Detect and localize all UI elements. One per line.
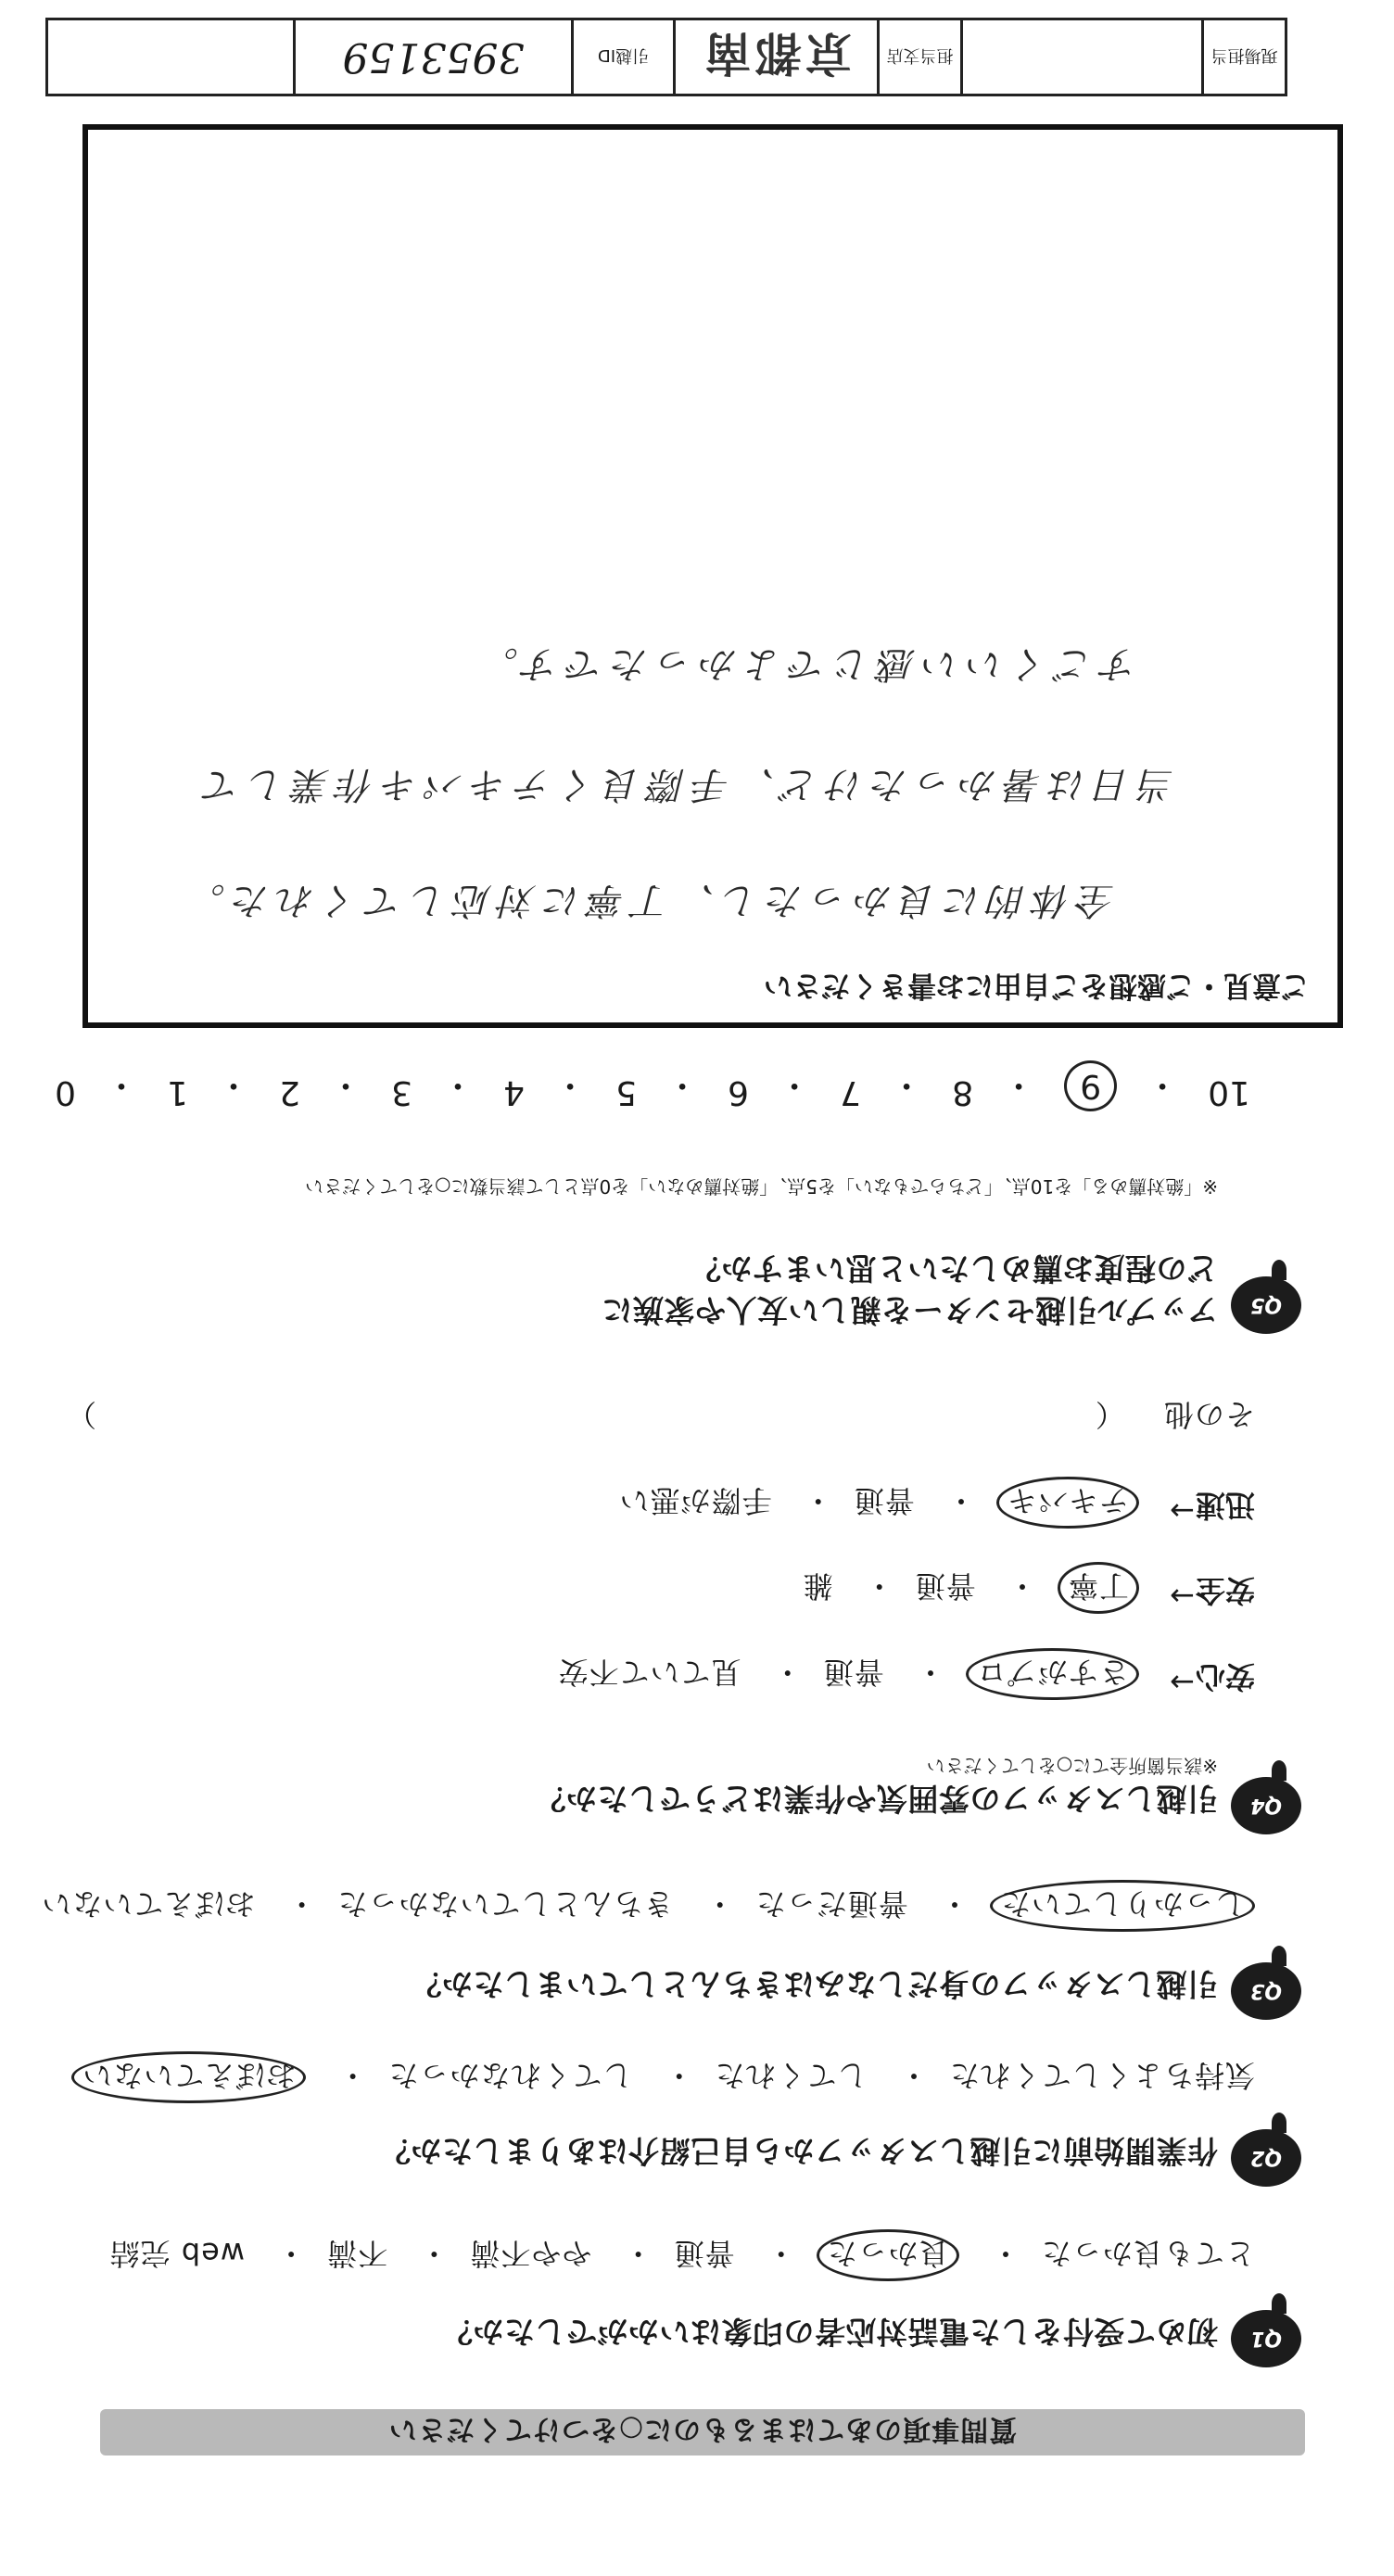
q4-option-professional[interactable]: さすがプロ: [966, 1648, 1139, 1700]
q4-row-options-speed: テキパキ・ 普通・ 手際が悪い: [619, 1477, 1139, 1529]
office-use-table: [45, 18, 1287, 96]
q4-row-label-speed: 迅速: [1195, 1488, 1255, 1523]
branch-stamp-cell: [673, 20, 877, 94]
q3-option-not-neat[interactable]: きちんとしていなかった: [336, 1886, 674, 1922]
id-label-cell: [571, 20, 673, 94]
q2-badge-icon: [1231, 2129, 1301, 2187]
q1-option-somewhat-dissatisfied[interactable]: やや不満: [469, 2236, 592, 2271]
id-table-blank: [48, 20, 293, 94]
q4-option-normal-3[interactable]: 普通: [853, 1483, 915, 1518]
q5-title-line1: アップル引越センターを親しい友人や家族に: [601, 1292, 1218, 1328]
q4-note: ※該当箇所全てに○をしてください: [926, 1755, 1218, 1777]
q4-title: 引越しスタッフの雰囲気や作業はどうでしたか？: [535, 1781, 1218, 1817]
q5-score-scale: 10 ・ 9 ・ 8 ・ 7 ・ 6 ・ 5 ・ 4 ・ 3 ・ 2 ・ 1 ・ 0: [55, 1060, 1250, 1111]
q4-badge-icon: [1231, 1777, 1301, 1834]
q4-option-normal-1[interactable]: 普通: [822, 1655, 884, 1690]
q1-badge-label: Q1: [1250, 2327, 1283, 2351]
score-7[interactable]: 7: [840, 1073, 862, 1111]
q4-row-options-reassurance: さすがプロ・ 普通・ 見ていて不安: [558, 1648, 1139, 1700]
q4-option-brisk[interactable]: テキパキ: [996, 1477, 1139, 1529]
q4-row-label-safety: 安全: [1195, 1573, 1255, 1608]
q3-badge-icon: [1231, 1962, 1301, 2020]
staff-value-cell[interactable]: [960, 20, 1201, 94]
comment-line-2: 当日は暑かったけど、手際良くテキパキ作業して: [196, 763, 1175, 806]
comment-line-1: 全体的に良かったし、丁寧に対応してくれた。: [181, 879, 1115, 921]
q2-options: 気持ちよくしてくれた・ してくれた・ してくれなかった・ おぼえていない: [71, 2051, 1255, 2103]
comment-line-3: すごくいい感じでよかったです。: [474, 642, 1138, 685]
instructions-text: 質問事項のあてはまるものに○をつけてください: [387, 2413, 1018, 2445]
q1-option-dissatisfied[interactable]: 不満: [326, 2236, 388, 2271]
score-6[interactable]: 6: [728, 1073, 750, 1111]
score-0[interactable]: 0: [55, 1073, 76, 1111]
q3-option-neat[interactable]: しっかりしていた: [990, 1880, 1255, 1932]
score-3[interactable]: 3: [391, 1073, 412, 1111]
q1-option-good[interactable]: 良かった: [817, 2229, 959, 2281]
q3-option-normal[interactable]: 普通だった: [754, 1886, 908, 1922]
q4-other-field[interactable]: [1095, 1395, 1255, 1438]
staff-label: 現場担当: [1210, 45, 1278, 66]
q4-option-normal-2[interactable]: 普通: [914, 1568, 976, 1604]
q2-option-did[interactable]: してくれた: [714, 2058, 868, 2093]
arrow-right-icon: →: [1170, 1493, 1195, 1529]
comments-box[interactable]: [82, 124, 1343, 1028]
q4-other-label: その他: [1162, 1397, 1255, 1432]
q5-note: ※「絶対薦める」を10点、「どちらでもない」を5点、「絶対薦めない」を0点として該当数に○をしてください: [305, 1175, 1218, 1198]
id-value: 3953159: [342, 33, 525, 81]
comments-title: ご意見・ご感想をご自由にお書きください: [764, 969, 1310, 1002]
q5-badge-label: Q5: [1250, 1293, 1283, 1317]
branch-label-cell: [877, 20, 960, 94]
score-10[interactable]: 10: [1208, 1073, 1250, 1111]
q3-options: しっかりしていた・ 普通だった・ きちんとしていなかった・ おぼえていない: [41, 1880, 1255, 1932]
score-9[interactable]: 9: [1064, 1060, 1117, 1111]
q4-row-label-reassurance: 安心: [1195, 1659, 1255, 1694]
q3-badge-label: Q3: [1250, 1979, 1283, 2003]
q4-other-close: ）: [65, 1397, 96, 1432]
q1-badge-icon: [1231, 2310, 1301, 2367]
q4-row-options-safety: 丁寧・ 普通・ 雑: [803, 1562, 1139, 1614]
q1-option-very-good[interactable]: とても良かった: [1040, 2236, 1255, 2271]
q2-option-did-not[interactable]: してくれなかった: [387, 2058, 633, 2093]
q3-option-dont-remember[interactable]: おぼえていない: [41, 1886, 256, 1922]
q4-option-rough[interactable]: 雑: [802, 1568, 833, 1604]
q4-badge-label: Q4: [1250, 1794, 1283, 1818]
id-value-cell: [293, 20, 571, 94]
q2-title: 作業開始前に引越しスタッフから自己紹介はありましたか？: [379, 2133, 1218, 2169]
score-8[interactable]: 8: [952, 1073, 974, 1111]
branch-label: 担当支店: [886, 45, 954, 66]
score-4[interactable]: 4: [503, 1073, 525, 1111]
score-2[interactable]: 2: [279, 1073, 300, 1111]
survey-instructions-band: [100, 2409, 1305, 2455]
q4-option-careful[interactable]: 丁寧: [1058, 1562, 1139, 1614]
q1-option-web[interactable]: web 完結: [108, 2236, 245, 2271]
id-label: 引越ID: [597, 45, 650, 66]
q2-badge-label: Q2: [1250, 2146, 1283, 2170]
q1-title: 初めて受付をした電話対応者の印象はいかがでしたか？: [441, 2314, 1218, 2350]
arrow-right-icon: →: [1170, 1579, 1195, 1614]
q3-title: 引越しスタッフの身だしなみはきちんとしていましたか？: [411, 1966, 1218, 2002]
branch-stamp: 京都南: [701, 26, 852, 81]
score-1[interactable]: 1: [167, 1073, 188, 1111]
arrow-right-icon: →: [1170, 1665, 1195, 1700]
staff-label-cell: [1201, 20, 1285, 94]
q1-option-normal[interactable]: 普通: [673, 2236, 735, 2271]
score-5[interactable]: 5: [615, 1073, 638, 1111]
q4-option-clumsy[interactable]: 手際が悪い: [618, 1483, 772, 1518]
q5-badge-icon: [1231, 1276, 1301, 1334]
q1-options: とても良かった・ 良かった・ 普通・ やや不満・ 不満・ web 完結: [109, 2229, 1255, 2281]
q5-title-line2: どの程度お薦めしたいと思いますか？: [690, 1250, 1218, 1287]
q4-option-uneasy[interactable]: 見ていて不安: [557, 1655, 741, 1690]
q4-other-open: （: [1094, 1397, 1125, 1432]
q2-option-dont-remember[interactable]: おぼえていない: [71, 2051, 306, 2103]
q2-option-pleasant[interactable]: 気持ちよくしてくれた: [948, 2058, 1255, 2093]
